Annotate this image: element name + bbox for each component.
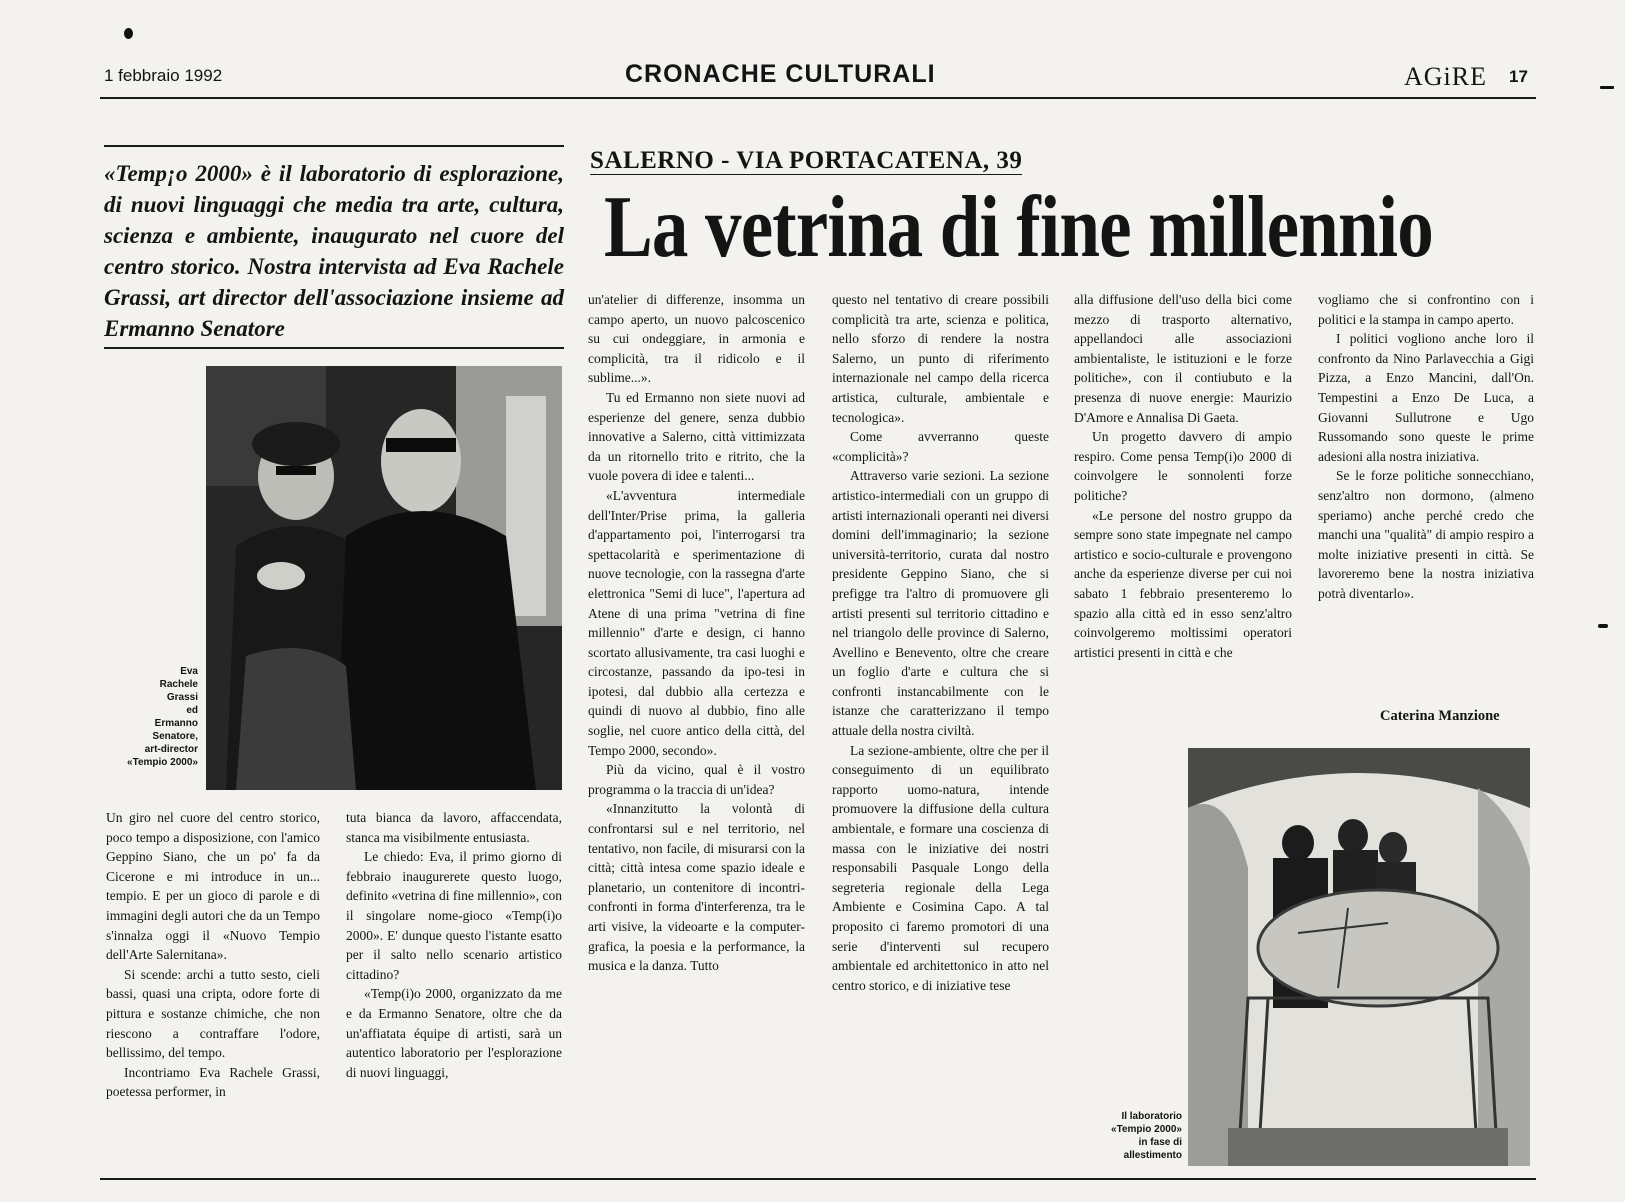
article-column-2 <box>346 808 562 1170</box>
caption-line: allestimento <box>1123 1150 1182 1161</box>
paragraph: tuta bianca da lavoro, affaccendata, stanca ma visibilmente entusiasta. <box>346 810 562 845</box>
paragraph: Un giro nel cuore del centro storico, poco tempo a disposizione, con l'amico Geppino Siano, che un po' fa da Cicerone e mi introduce in un... tempio. E per un gioco di parole e di immagini degli autori che da un Tempo s'innalza oggi il «Nuovo Tempio dell'Arte Salernitana». <box>106 810 320 963</box>
paragraph: Un progetto davvero di ampio respiro. Come pensa Temp(i)o 2000 di coinvolgere le sonnolenti forze politiche? <box>1074 429 1292 503</box>
section-title: CRONACHE CULTURALI <box>625 60 936 88</box>
caption-line: Grassi <box>166 692 198 703</box>
caption-line: ed <box>186 705 198 716</box>
photo-laboratorio-tempio-2000 <box>1188 748 1530 1166</box>
paragraph: I politici vogliono anche loro il confronto da Nino Parlavecchia a Gigi Pizza, a Enzo Mancini, dall'On. Tempestini a Enzo De Luca, a Giovanni Sullutrone e Ugo Russomando sono queste le prime adesioni alla nostra iniziativa. <box>1318 331 1534 464</box>
caption-line: «Tempio 2000» <box>127 757 198 768</box>
article-column-3 <box>588 290 805 1170</box>
paragraph: un'atelier di differenze, insomma un campo aperto, un nuovo palcoscenico su cui ondeggiare, in armonia e complicità, tra il ridicolo e il sublime...». <box>588 292 805 386</box>
intro-rule-top <box>104 145 564 147</box>
paragraph: alla diffusione dell'uso della bici come mezzo di trasporto alternativo, appellandoci alle associazioni ambientaliste, le istituzioni e le forze politiche», con il contiubuto e la presenza di nuove energie: Maurizio D'Amore e Annalisa Di Gaeta. <box>1074 292 1292 425</box>
article-column-6 <box>1318 290 1534 702</box>
scan-mark <box>1598 624 1608 628</box>
article-column-5 <box>1074 290 1292 730</box>
kicker-underline <box>590 174 1022 175</box>
caption-line: Ermanno <box>154 718 198 729</box>
photo2-caption <box>1082 1110 1182 1162</box>
article-column-1 <box>106 808 320 1170</box>
paragraph: Le chiedo: Eva, il primo giorno di febbraio inaugurerete questo luogo, definito «vetrina di fine millennio», con il singolare nome-gioco «Temp(i)o 2000». E' dunque questo l'istante esatto per il salto nello scenario artistico cittadino? <box>346 849 562 982</box>
paragraph: La sezione-ambiente, oltre che per il conseguimento di un equilibrato rapporto uomo-natura, intende promuovere la diffusione della cultura ambientale, e formare una coscienza di massa con le iniziative dei nostri responsabili Pasquale Longo della segreteria regionale della Lega Ambiente e Cosimina Capo. A tal proposito ci faremo promotori di una serie d'interventi sul recupero ambientale ed architettonico in atto nel centro storico, e di iniziative tese <box>832 742 1049 993</box>
paragraph: Più da vicino, qual è il vostro programma o la traccia di un'idea? <box>588 762 805 797</box>
publication-date: 1 febbraio 1992 <box>104 66 223 85</box>
paragraph: Si scende: archi a tutto sesto, cieli bassi, quasi una cripta, odore forte di pittura e sostanze chimiche, che non riescono a contraffare l'odore, bellissimo, del tempo. <box>106 966 320 1061</box>
newspaper-name: AGiRE <box>1404 62 1487 91</box>
caption-line: in fase di <box>1138 1137 1182 1148</box>
scan-mark <box>1600 86 1614 89</box>
paragraph: vogliamo che si confrontino con i politici e la stampa in campo aperto. <box>1318 292 1534 327</box>
intro-rule-bottom <box>104 347 564 349</box>
paragraph: Come avverranno queste «complicità»? <box>832 429 1049 464</box>
article-kicker: SALERNO - VIA PORTACATENA, 39 <box>590 147 1023 174</box>
paragraph: «Le persone del nostro gruppo da sempre sono state impegnate nel campo artistico e socio-culturale e provengono anche da esperienze diverse per cui noi sabato 1 febbraio presenteremo lo spazio alla città ed in esso senz'altro coinvolgeremo moltissimi operatori artistici presenti in città e che <box>1074 507 1292 660</box>
photo-eva-grassi-ermanno-senatore <box>206 366 562 790</box>
paragraph: questo nel tentativo di creare possibili complicità tra arte, scienza e politica, nello sforzo di rendere la nostra Salerno, un punto di riferimento internazionale nel campo della ricerca artistica, culturale, ambientale e tecnologica». <box>832 292 1049 425</box>
paragraph: Attraverso varie sezioni. La sezione artistico-intermediali con un gruppo di artisti internazionali operanti nei diversi domini dell'immaginario; la sezione università-territorio, curata dal nostro presidente Geppino Siano, che si prefigge tra l'altro di promuovere gli artisti presenti sul territorio cittadino e nel triangolo delle province di Salerno, Avellino e Benevento, oltre che creare un foglio d'arte e cultura che si confronti instancabilmente con le istanze che caratterizzano il tempo attuale della nostra civiltà. <box>832 468 1049 739</box>
article-intro: «Temp¡o 2000» è il laboratorio di esplorazione, di nuovi linguaggi che media tra arte, cultura, scienza e ambiente, inaugurato nel cuore del centro storico. Nostra intervista ad Eva Rachele Grassi, art director dell'associazione insieme ad Ermanno Senatore <box>104 161 564 341</box>
caption-line: Il laboratorio <box>1121 1111 1182 1122</box>
paragraph: Tu ed Ermanno non siete nuovi ad esperienze del genere, senza dubbio innovative a Salerno, città vittimizzata da un ritornello trito e ritrito, che la vuole povera di idee e talenti... <box>588 389 805 484</box>
caption-line: Rachele <box>159 679 198 690</box>
article-column-4 <box>832 290 1049 1170</box>
scan-mark <box>124 28 133 39</box>
article-byline: Caterina Manzione <box>1380 708 1500 724</box>
page-number: 17 <box>1509 67 1528 86</box>
caption-line: «Tempio 2000» <box>1111 1124 1182 1135</box>
paragraph: Incontriamo Eva Rachele Grassi, poetessa performer, in <box>106 1064 320 1100</box>
photo1-caption <box>120 665 198 769</box>
footer-rule <box>100 1178 1536 1180</box>
caption-line: Eva <box>180 666 198 677</box>
paragraph: «Innanzitutto la volontà di confrontarsi sul e nel territorio, nel tentativo, non facile, di misurarsi con la città; città intesa come spazio ideale e planetario, un contenitore di incontri-confronti in forma d'interferenza, tra le arti visive, la videoarte e la computer-grafica, la poesia e la performance, la musica e la danza. Tutto <box>588 801 805 974</box>
paragraph: Se le forze politiche sonnecchiano, senz'altro non dormono, (almeno speriamo) anche perché credo che manchi una "qualità" di ampio respiro a molte iniziative presenti in città. Se lavoreremo bene la nostra iniziativa potrà diventarlo». <box>1318 468 1534 601</box>
caption-line: art-director <box>144 744 198 755</box>
paragraph: «Temp(i)o 2000, organizzato da me e da Ermanno Senatore, oltre che da un'affiatata équipe di artisti, sarà un autentico laboratorio per l'esplorazione di nuovi linguaggi, <box>346 986 562 1080</box>
photo-illustration <box>206 366 562 790</box>
article-headline: La vetrina di fine millennio <box>604 179 1433 276</box>
caption-line: Senatore, <box>152 731 198 742</box>
paragraph: «L'avventura intermediale dell'Inter/Prise prima, la galleria d'appartamento poi, l'interrogarsi tra spettacolarità e sperimentazione di nuove tecnologie, con la rassegna d'arte elettronica "Semi di luce", l'apertura ad Atene di una prima "vetrina di fine millennio" d'arte e design, ci hanno scortato allusivamente, tra casi luoghi e circostanze, passando da ipo-tesi in ipotesi, dal dubbio alla certezza e quindi di nuovo al dubbio, fino alle soglie, nel cuore antico della città, del Tempo 2000, secondo». <box>588 487 805 758</box>
photo-illustration <box>1188 748 1530 1166</box>
header-rule <box>100 97 1536 99</box>
